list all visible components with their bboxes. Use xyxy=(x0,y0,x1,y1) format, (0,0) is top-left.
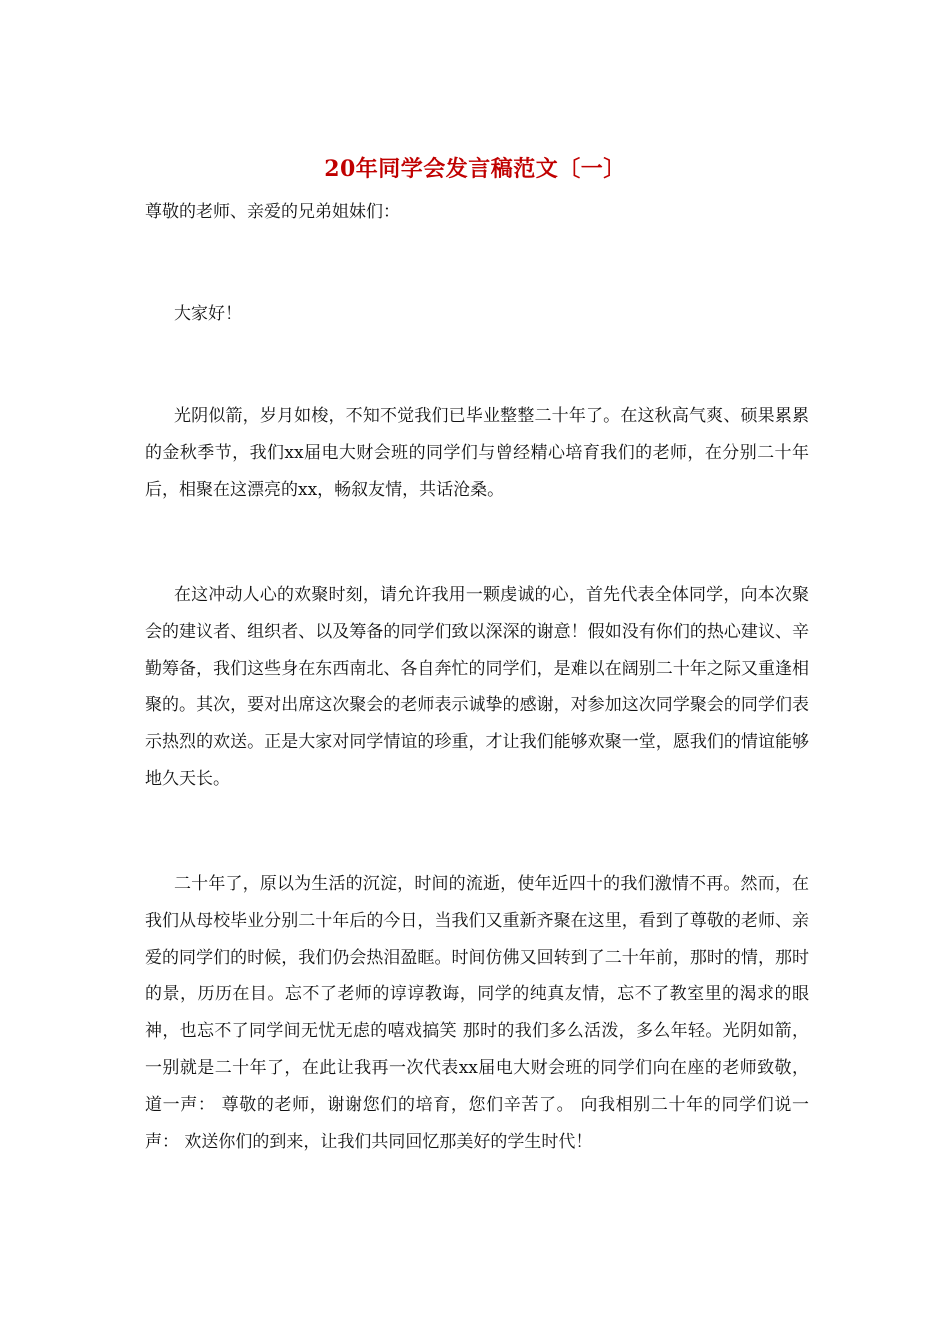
paragraph-1: 光阴似箭，岁月如梭，不知不觉我们已毕业整整二十年了。在这秋高气爽、硕果累累的金秋季节，我们xx届电大财会班的同学们与曾经精心培育我们的老师，在分别二十年后，相聚在这漂亮的xx，畅叙友情，共话沧桑。 xyxy=(145,406,809,500)
paragraph-3: 二十年了，原以为生活的沉淀，时间的流逝，使年近四十的我们激情不再。然而，在我们从母校毕业分别二十年后的今日，当我们又重新齐聚在这里，看到了尊敬的老师、亲爱的同学们的时候，我们仍会热泪盈眶。时间仿佛又回转到了二十年前，那时的情，那时的景，历历在目。忘不了老师的谆谆教诲，同学的纯真友情，忘不了教室里的渴求的眼神，也忘不了同学间无忧无虑的嘻戏搞笑 那时的我们多么活泼，多么年轻。光阴如箭，一别就是二十年了，在此让我再一次代表xx届电大财会班的同学们向在座的老师致敬，道一声： 尊敬的老师，谢谢您们的培育，您们辛苦了。 向我相别二十年的同学们说一声： 欢送你们的到来，让我们共同回忆那美好的学生时代！ xyxy=(145,874,809,1152)
document-title: 20年同学会发言稿范文〔一〕 xyxy=(324,156,626,182)
paragraph-2: 在这冲动人心的欢聚时刻，请允许我用一颗虔诚的心，首先代表全体同学，向本次聚会的建议者、组织者、以及筹备的同学们致以深深的谢意！假如没有你们的热心建议、辛勤筹备，我们这些身在东西南北、各自奔忙的同学们，是难以在阔别二十年之际又重逢相聚的。其次，要对出席这次聚会的老师表示诚挚的感谢，对参加这次同学聚会的同学们表示热烈的欢送。正是大家对同学情谊的珍重，才让我们能够欢聚一堂，愿我们的情谊能够地久天长。 xyxy=(145,585,809,789)
greeting: 大家好！ xyxy=(174,304,242,324)
salutation: 尊敬的老师、亲爱的兄弟姐妹们： xyxy=(145,202,400,222)
